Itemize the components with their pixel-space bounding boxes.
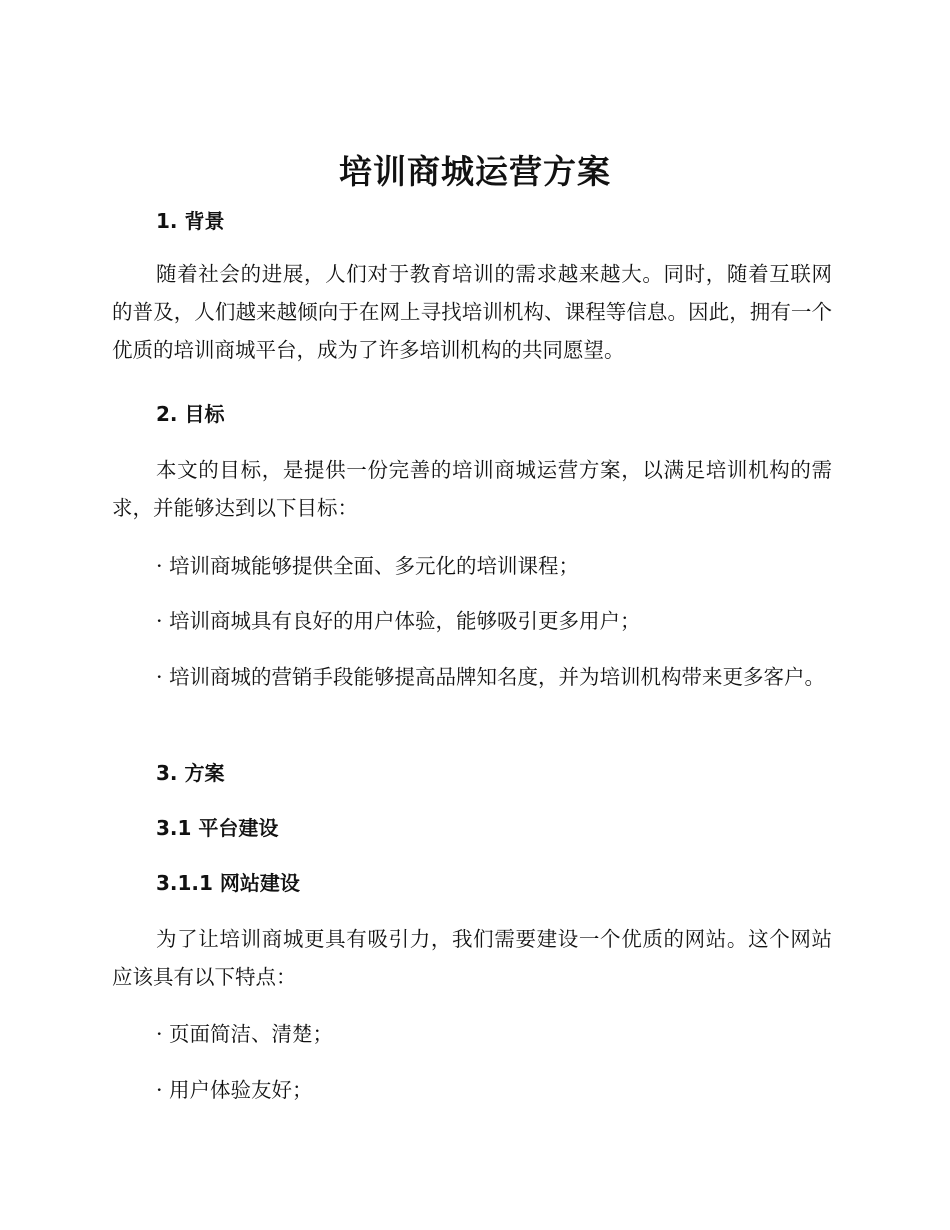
section-heading-plan: 3. 方案 [156, 761, 225, 785]
section-heading-background: 1. 背景 [156, 209, 225, 233]
website-bullet-1: · 页面简洁、清楚； [156, 1022, 334, 1046]
goal-bullet-1: · 培训商城能够提供全面、多元化的培训课程； [156, 554, 580, 578]
document-title: 培训商城运营方案 [339, 152, 611, 191]
website-bullet-2: · 用户体验友好； [156, 1078, 313, 1102]
background-paragraph: 随着社会的进展，人们对于教育培训的需求越来越大。同时，随着互联网的普及，人们越来越倾向于在网上寻找培训机构、课程等信息。因此，拥有一个优质的培训商城平台，成为了许多培训机构的共同愿望。 [112, 262, 832, 362]
section-heading-goal: 2. 目标 [156, 402, 225, 426]
goal-bullet-2: · 培训商城具有良好的用户体验，能够吸引更多用户； [156, 609, 641, 633]
goal-bullet-3: · 培训商城的营销手段能够提高品牌知名度，并为培训机构带来更多客户。 [156, 665, 826, 689]
section-heading-website: 3.1.1 网站建设 [156, 871, 300, 895]
section-heading-platform: 3.1 平台建设 [156, 816, 279, 840]
website-paragraph: 为了让培训商城更具有吸引力，我们需要建设一个优质的网站。这个网站应该具有以下特点： [112, 927, 832, 989]
goal-paragraph: 本文的目标，是提供一份完善的培训商城运营方案，以满足培训机构的需求，并能够达到以下目标： [112, 458, 832, 520]
